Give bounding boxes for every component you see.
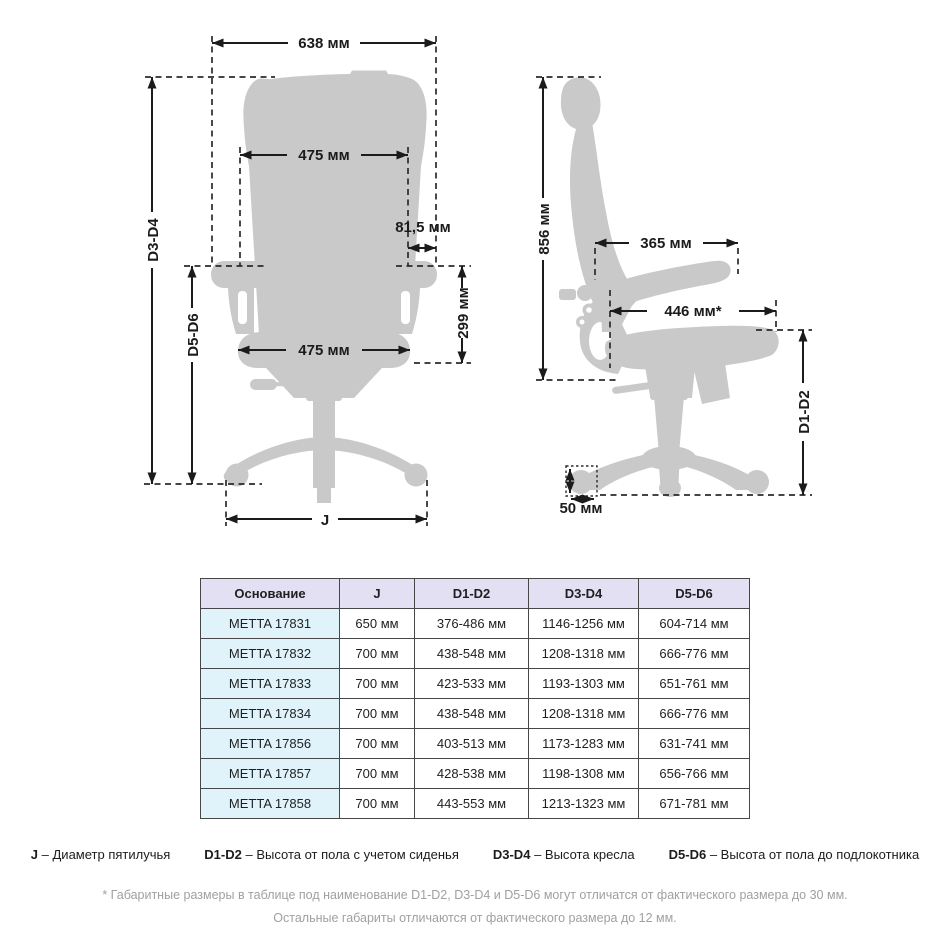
- dim-side-back-height: 856 мм: [536, 203, 553, 255]
- base-model: METTA 17832: [201, 639, 340, 669]
- value-d1d2: 376-486 мм: [415, 609, 529, 639]
- side-view: [536, 77, 813, 517]
- dim-front-armrest-floor-label: D5-D6: [185, 313, 202, 357]
- base-model: METTA 17831: [201, 609, 340, 639]
- dim-front-base-diameter-label: J: [320, 512, 330, 529]
- value-d5d6: 666-776 мм: [639, 699, 750, 729]
- dimensions-table: [200, 578, 750, 819]
- table-row: [201, 789, 750, 819]
- legend-desc: – Высота от пола до подлокотника: [709, 847, 920, 862]
- value-d1d2: 438-548 мм: [415, 639, 529, 669]
- table-row: [201, 669, 750, 699]
- footnote-line1: * Габаритные размеры в таблице под наименование D1-D2, D3-D4 и D5-D6 могут отличатся от фактического размера до 30 мм.: [102, 888, 848, 902]
- value-j: 700 мм: [340, 669, 415, 699]
- dim-front-armrest-height: 299 мм: [455, 287, 472, 339]
- value-d5d6: 656-766 мм: [639, 759, 750, 789]
- value-d3d4: 1146-1256 мм: [529, 609, 639, 639]
- value-d3d4: 1193-1303 мм: [529, 669, 639, 699]
- value-d5d6: 651-761 мм: [639, 669, 750, 699]
- col-header-d5d6: D5-D6: [639, 579, 750, 609]
- legend-term: D1-D2: [204, 847, 242, 862]
- legend-term: J: [30, 847, 39, 862]
- col-header-j: J: [340, 579, 415, 609]
- dim-front-armrest-offset: 81,5 мм: [395, 219, 451, 236]
- dim-side-caster-size: 50 мм: [559, 500, 603, 517]
- table-row: [201, 639, 750, 669]
- value-j: 700 мм: [340, 639, 415, 669]
- value-d1d2: 443-553 мм: [415, 789, 529, 819]
- legend: [0, 847, 950, 862]
- legend-item-d3d4: [493, 847, 635, 862]
- dim-front-total-width: 638 мм: [298, 35, 350, 52]
- dim-front-seat-width: 475 мм: [298, 342, 350, 359]
- table-row: [201, 609, 750, 639]
- value-d1d2: 423-533 мм: [415, 669, 529, 699]
- legend-desc: – Диаметр пятилучья: [41, 847, 171, 862]
- table-row: [201, 759, 750, 789]
- value-d1d2: 428-538 мм: [415, 759, 529, 789]
- dim-side-seat-height-label: D1-D2: [796, 390, 813, 434]
- value-d5d6: 671-781 мм: [639, 789, 750, 819]
- base-model: METTA 17834: [201, 699, 340, 729]
- chair-front-silhouette: [211, 71, 437, 504]
- value-d5d6: 631-741 мм: [639, 729, 750, 759]
- value-j: 700 мм: [340, 759, 415, 789]
- col-header-base: Основание: [201, 579, 340, 609]
- base-model: METTA 17858: [201, 789, 340, 819]
- table-row: [201, 729, 750, 759]
- dim-side-seat-depth: 446 мм*: [664, 303, 722, 320]
- legend-item-j: [31, 847, 171, 862]
- dim-front-backrest-width: 475 мм: [298, 147, 350, 164]
- value-d1d2: 438-548 мм: [415, 699, 529, 729]
- value-d3d4: 1208-1318 мм: [529, 639, 639, 669]
- dim-front-chair-height-label: D3-D4: [145, 218, 162, 262]
- base-model: METTA 17856: [201, 729, 340, 759]
- legend-term: D5-D6: [668, 847, 707, 862]
- col-header-d1d2: D1-D2: [415, 579, 529, 609]
- footnote-line2: Остальные габариты отличаются от фактического размера до 12 мм.: [273, 910, 677, 925]
- value-d3d4: 1208-1318 мм: [529, 699, 639, 729]
- base-model: METTA 17833: [201, 669, 340, 699]
- legend-desc: – Высота от пола с учетом сиденья: [245, 847, 459, 862]
- legend-item-d1d2: [204, 847, 459, 862]
- table-header-row: [201, 579, 750, 609]
- legend-item-d5d6: [669, 847, 920, 862]
- value-d5d6: 666-776 мм: [639, 639, 750, 669]
- table-row: [201, 699, 750, 729]
- legend-desc: – Высота кресла: [534, 847, 635, 862]
- value-d3d4: 1213-1323 мм: [529, 789, 639, 819]
- footnote: [0, 884, 950, 929]
- col-header-d3d4: D3-D4: [529, 579, 639, 609]
- value-j: 650 мм: [340, 609, 415, 639]
- front-view: [144, 35, 472, 529]
- value-j: 700 мм: [340, 729, 415, 759]
- chair-side-silhouette: [559, 77, 779, 497]
- value-d5d6: 604-714 мм: [639, 609, 750, 639]
- base-model: METTA 17857: [201, 759, 340, 789]
- value-d1d2: 403-513 мм: [415, 729, 529, 759]
- value-d3d4: 1173-1283 мм: [529, 729, 639, 759]
- value-j: 700 мм: [340, 789, 415, 819]
- legend-term: D3-D4: [492, 847, 531, 862]
- value-d3d4: 1198-1308 мм: [529, 759, 639, 789]
- value-j: 700 мм: [340, 699, 415, 729]
- dim-side-armrest-length: 365 мм: [640, 235, 692, 252]
